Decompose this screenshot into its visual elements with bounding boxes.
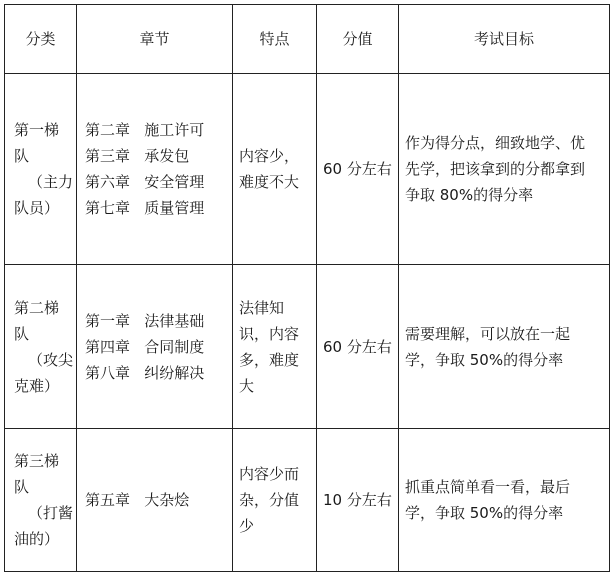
goal-line: 学，争取 50%的得分率 bbox=[405, 350, 564, 369]
chapters-cell bbox=[77, 265, 233, 429]
score-cell: 10 分左右 bbox=[317, 429, 399, 572]
chapter-item: 第一章 法律基础 bbox=[85, 311, 205, 330]
category-line: 第三梯 bbox=[14, 452, 60, 470]
header-chapters: 章节 bbox=[77, 5, 233, 74]
category-line: （打酱 bbox=[28, 504, 74, 522]
score-cell: 60 分左右 bbox=[317, 74, 399, 265]
feature-line: 内容少， bbox=[239, 147, 300, 165]
table-row bbox=[5, 429, 610, 572]
category-line: 队 bbox=[14, 147, 30, 165]
goal-cell bbox=[399, 74, 610, 265]
feature-line: 大 bbox=[239, 376, 255, 395]
header-score: 分值 bbox=[317, 5, 399, 74]
chapter-item: 第五章 大杂烩 bbox=[85, 491, 190, 509]
category-cell bbox=[5, 74, 77, 265]
chapter-item: 第八章 纠纷解决 bbox=[85, 363, 205, 382]
feature-line: 杂，分值 bbox=[239, 491, 300, 509]
goal-line: 抓重点简单看一看，最后 bbox=[405, 478, 571, 496]
score-cell: 60 分左右 bbox=[317, 265, 399, 429]
category-line: 第二梯 bbox=[14, 298, 60, 317]
goal-line: 需要理解，可以放在一起 bbox=[405, 324, 571, 343]
category-line: 克难） bbox=[14, 376, 60, 395]
category-line: （主力 bbox=[28, 173, 74, 191]
feature-line: 难度不大 bbox=[239, 173, 300, 191]
table-row bbox=[5, 74, 610, 265]
header-goal: 考试目标 bbox=[399, 5, 610, 74]
category-cell bbox=[5, 429, 77, 572]
features-cell bbox=[233, 265, 317, 429]
feature-line: 多，难度 bbox=[239, 350, 300, 369]
category-line: 油的） bbox=[14, 530, 60, 548]
header-category: 分类 bbox=[5, 5, 77, 74]
goal-line: 作为得分点，细致地学、优 bbox=[405, 134, 586, 152]
feature-line: 内容少而 bbox=[239, 465, 300, 483]
chapter-item: 第三章 承发包 bbox=[85, 147, 190, 165]
feature-line: 少 bbox=[239, 517, 255, 535]
study-plan-table bbox=[4, 4, 610, 572]
header-features: 特点 bbox=[233, 5, 317, 74]
features-cell bbox=[233, 74, 317, 265]
category-line: 队员） bbox=[14, 199, 60, 217]
goal-cell bbox=[399, 429, 610, 572]
header-row bbox=[5, 5, 610, 74]
goal-line: 学，争取 50%的得分率 bbox=[405, 504, 564, 522]
category-line: 第一梯 bbox=[14, 121, 60, 139]
goal-cell bbox=[399, 265, 610, 429]
goal-line: 先学，把该拿到的分都拿到 bbox=[405, 160, 586, 178]
category-cell bbox=[5, 265, 77, 429]
chapter-item: 第四章 合同制度 bbox=[85, 337, 205, 356]
chapters-cell bbox=[77, 74, 233, 265]
feature-line: 法律知 bbox=[239, 298, 285, 317]
category-line: 队 bbox=[14, 478, 30, 496]
chapters-cell bbox=[77, 429, 233, 572]
goal-line: 争取 80%的得分率 bbox=[405, 186, 534, 204]
chapter-item: 第六章 安全管理 bbox=[85, 173, 205, 191]
features-cell bbox=[233, 429, 317, 572]
chapter-item: 第二章 施工许可 bbox=[85, 121, 205, 139]
category-line: （攻尖 bbox=[28, 350, 74, 369]
category-line: 队 bbox=[14, 324, 30, 343]
chapter-item: 第七章 质量管理 bbox=[85, 199, 205, 217]
table-row bbox=[5, 265, 610, 429]
feature-line: 识，内容 bbox=[239, 324, 300, 343]
